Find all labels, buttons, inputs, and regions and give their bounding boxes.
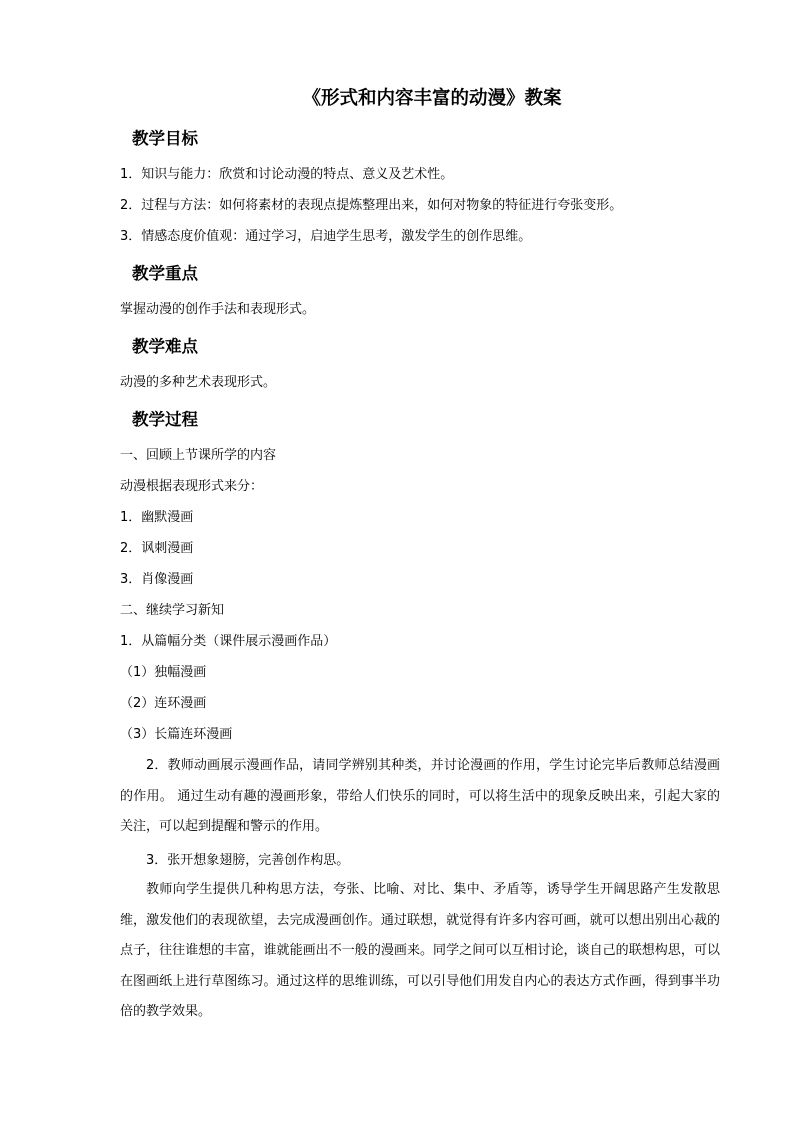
heading-teaching-goals: 教学目标	[132, 129, 198, 148]
process-line: 2．讽刺漫画	[120, 541, 194, 556]
heading-teaching-process: 教学过程	[132, 410, 198, 429]
goal-item-2: 2．过程与方法：如何将素材的表现点提炼整理出来，如何对物象的特征进行夸张变形。	[120, 198, 623, 213]
process-line: （3）长篇连环漫画	[120, 727, 233, 742]
heading-key-points: 教学重点	[132, 264, 198, 283]
process-paragraph-3: 教师向学生提供几种构思方法，夸张、比喻、对比、集中、矛盾等，诱导学生开阔思路产生发散思维，激发他们的表现欲望，去完成漫画创作。通过联想，就觉得有许多内容可画，就可以想出别出心裁的点子，往往谁想的丰富，谁就能画出不一般的漫画来。同学之间可以互相讨论，谈自己的联想构思，可以在图画纸上进行草图练习。通过这样的思维训练，可以引导他们用发自内心的表达方式作画，得到事半功倍的教学效果。	[120, 882, 720, 1019]
process-line: 1．从篇幅分类（课件展示漫画作品）	[120, 634, 337, 649]
process-line: （1）独幅漫画	[120, 665, 207, 680]
process-line: 动漫根据表现形式来分：	[120, 479, 264, 494]
process-line: 二、继续学习新知	[120, 603, 225, 618]
process-line: 1．幽默漫画	[120, 510, 194, 525]
difficulties-text: 动漫的多种艺术表现形式。	[120, 375, 277, 390]
process-paragraph-2: 2．教师动画展示漫画作品，请同学辨别其种类，并讨论漫画的作用，学生讨论完毕后教师总结漫画的作用。 通过生动有趣的漫画形象，带给人们快乐的同时，可以将生活中的现象反映出来，引起大家的关注，可以起到提醒和警示的作用。	[120, 758, 720, 834]
goal-item-1: 1．知识与能力：欣赏和讨论动漫的特点、意义及艺术性。	[120, 167, 454, 182]
key-points-text: 掌握动漫的创作手法和表现形式。	[120, 302, 316, 317]
process-line: 3．肖像漫画	[120, 572, 194, 587]
process-line: （2）连环漫画	[120, 696, 207, 711]
goal-item-3: 3．情感态度价值观：通过学习，启迪学生思考，激发学生的创作思维。	[120, 229, 532, 244]
process-paragraph-3-title: 3．张开想象翅膀，完善创作构思。	[146, 853, 350, 868]
document-title: 《形式和内容丰富的动漫》教案	[302, 88, 562, 109]
heading-difficulties: 教学难点	[132, 337, 198, 356]
process-line: 一、回顾上节课所学的内容	[120, 448, 277, 463]
